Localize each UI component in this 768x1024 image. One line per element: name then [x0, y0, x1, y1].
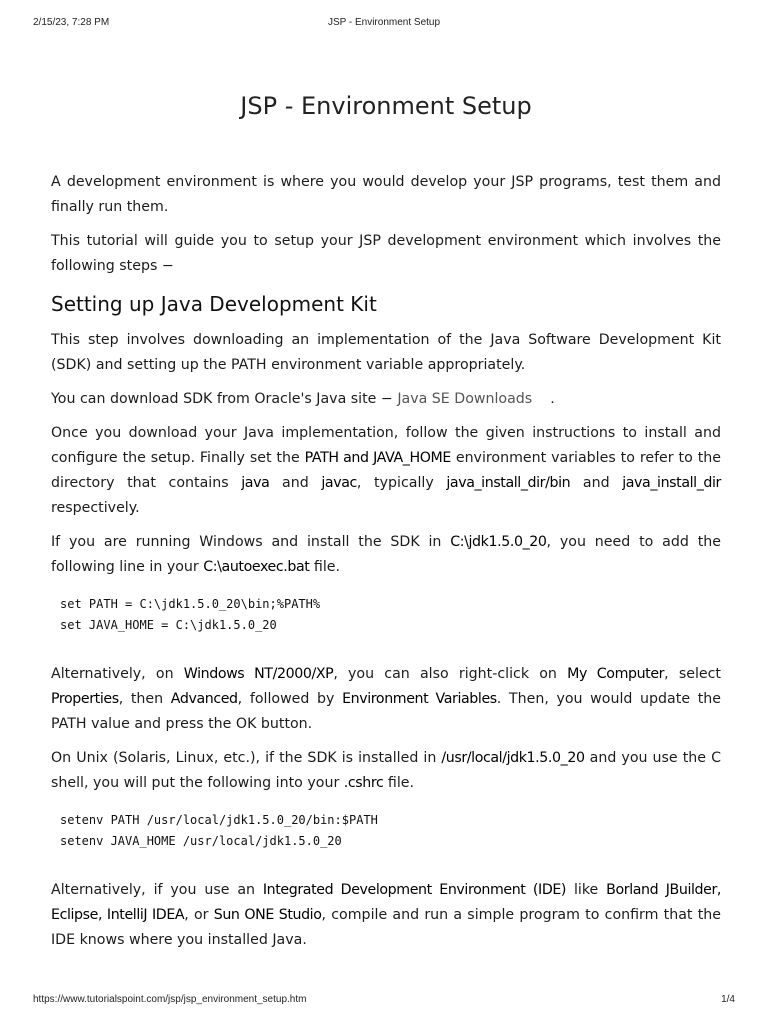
path-java-home-term: PATH and JAVA_HOME	[304, 450, 451, 466]
java-install-dir-term: java_install_dir	[622, 475, 721, 491]
ide-products-term: Borland JBuilder, Eclipse, IntelliJ IDEA	[51, 882, 722, 923]
text-span: Once you download your Java implementation, follow the given instructions to install and configure the setup. Finally set the	[51, 425, 721, 466]
text-span: If you are running Windows and install the SDK in	[51, 534, 451, 550]
text-span: . Then, you would update the PATH value and press the OK button.	[51, 691, 721, 732]
section-heading: Setting up Java Development Kit	[51, 292, 377, 316]
my-computer-term: My Computer	[567, 666, 665, 682]
text-span: and	[570, 475, 623, 491]
download-paragraph	[51, 387, 721, 412]
print-page-title: JSP - Environment Setup	[327, 17, 441, 28]
print-datetime: 2/15/23, 7:28 PM	[33, 17, 110, 28]
text-span: file.	[383, 775, 415, 791]
text-span: On Unix (Solaris, Linux, etc.), if the SDK is installed in	[51, 750, 442, 766]
sun-one-studio-term: Sun ONE Studio	[213, 907, 322, 923]
text-span: like	[566, 882, 607, 898]
intro-paragraph-1: A development environment is where you would develop your JSP programs, test them and finally run them.	[51, 174, 721, 215]
text-span: , you need to add the following line in your	[51, 534, 721, 575]
text-span: respectively.	[51, 500, 140, 516]
windows-paragraph	[51, 530, 721, 580]
text-span: and you use the C shell, you will put the following into your	[51, 750, 721, 791]
unix-paragraph	[51, 746, 721, 796]
text-span: , followed by	[237, 691, 343, 707]
unix-code-block: setenv PATH /usr/local/jdk1.5.0_20/bin:$PATH setenv JAVA_HOME /usr/local/jdk1.5.0_20	[60, 813, 378, 848]
environment-variables-term: Environment Variables	[342, 691, 497, 707]
java-term: java	[241, 475, 270, 491]
text-span: file.	[309, 559, 341, 575]
article	[51, 86, 721, 962]
jdk-path-term: C:\jdk1.5.0_20	[450, 534, 547, 550]
text-span: , typically	[356, 475, 447, 491]
advanced-term: Advanced	[170, 691, 238, 707]
setup-paragraph	[51, 421, 721, 521]
javac-term: javac	[321, 475, 357, 491]
page-url: https://www.tutorialspoint.com/jsp/jsp_environment_setup.htm	[33, 994, 307, 1005]
text-span: Alternatively, if you use an	[51, 882, 263, 898]
download-text-end: .	[550, 391, 555, 407]
text-span: environment variables to refer to the directory that contains	[51, 450, 721, 491]
ide-term: Integrated Development Environment (IDE)	[262, 882, 567, 898]
windows-code-block: set PATH = C:\jdk1.5.0_20\bin;%PATH% set JAVA_HOME = C:\jdk1.5.0_20	[60, 597, 321, 632]
print-footer	[0, 994, 768, 1008]
text-span: , you can also right-click on	[333, 666, 568, 682]
autoexec-term: C:\autoexec.bat	[203, 559, 310, 575]
download-text: You can download SDK from Oracle's Java site −	[51, 391, 398, 407]
print-header	[0, 17, 768, 31]
cshrc-term: .cshrc	[343, 775, 384, 791]
alternative-windows-paragraph	[51, 662, 721, 737]
page-number: 1/4	[721, 994, 735, 1005]
intro-paragraph-2: This tutorial will guide you to setup your JSP development environment which involves the following steps −	[51, 233, 721, 274]
sdk-paragraph: This step involves downloading an implementation of the Java Software Development Kit (SDK) and setting up the PATH environment variable appropriately.	[51, 332, 721, 373]
java-se-downloads-link[interactable]: Java SE Downloads	[397, 391, 533, 407]
text-span: , compile and run a simple program to confirm that the IDE knows where you installed Java.	[51, 907, 722, 948]
page-title: JSP - Environment Setup	[240, 92, 532, 120]
unix-jdk-path-term: /usr/local/jdk1.5.0_20	[441, 750, 585, 766]
text-span: and	[269, 475, 322, 491]
windows-nt-term: Windows NT/2000/XP	[183, 666, 334, 682]
java-install-dir-bin-term: java_install_dir/bin	[446, 475, 571, 491]
text-span: , or	[184, 907, 214, 923]
text-span: , select	[664, 666, 721, 682]
ide-paragraph	[51, 878, 721, 953]
properties-term: Properties	[51, 691, 119, 707]
text-span: , then	[118, 691, 171, 707]
text-span: Alternatively, on	[51, 666, 184, 682]
